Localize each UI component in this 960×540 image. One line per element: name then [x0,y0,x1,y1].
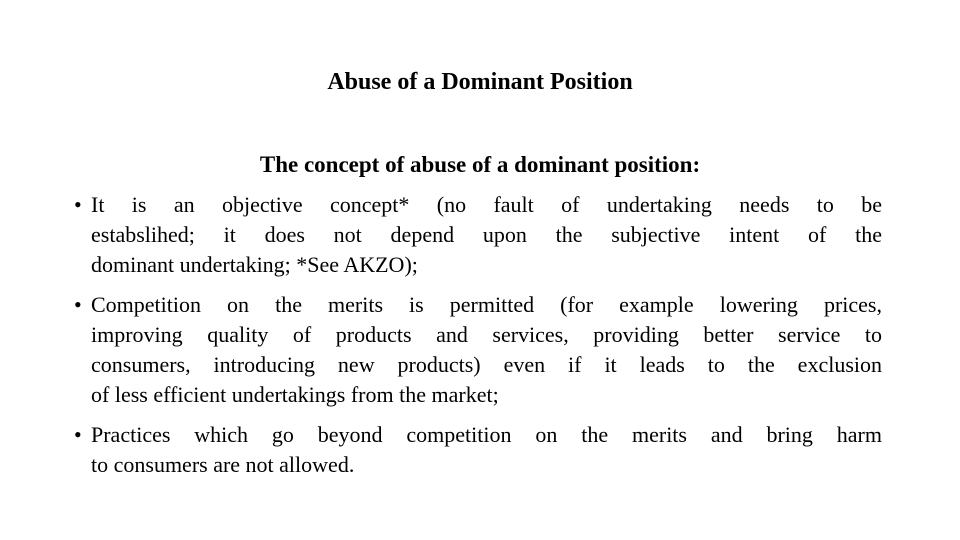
bullet-line: It is an objective concept* (no fault of undertaking needs to be [91,192,882,217]
bullet-line: to consumers are not allowed. [91,452,355,477]
slide-subtitle: The concept of abuse of a dominant position: [259,152,701,177]
bullet-item-practices-beyond-merits [72,420,882,480]
bullet-item-competition-on-merits [72,290,882,410]
bullet-line: dominant undertaking; *See AKZO); [91,252,418,277]
bullet-line: consumers, introducing new products) even if it leads to the exclusion [91,352,882,377]
bullet-line: improving quality of products and services, providing better service to [91,322,882,347]
slide-title: Abuse of a Dominant Position [327,69,633,95]
bullet-item-objective-concept [72,190,882,280]
bullet-icon: • [74,192,82,217]
bullet-line: of less efficient undertakings from the market; [91,382,499,407]
bullet-icon: • [74,422,82,447]
bullet-line: Competition on the merits is permitted (for example lowering prices, [91,292,882,317]
bullet-icon: • [74,292,82,317]
bullet-line: estabslihed; it does not depend upon the subjective intent of the [91,222,882,247]
bullet-line: Practices which go beyond competition on the merits and bring harm [91,422,882,447]
bullet-list [0,190,960,480]
